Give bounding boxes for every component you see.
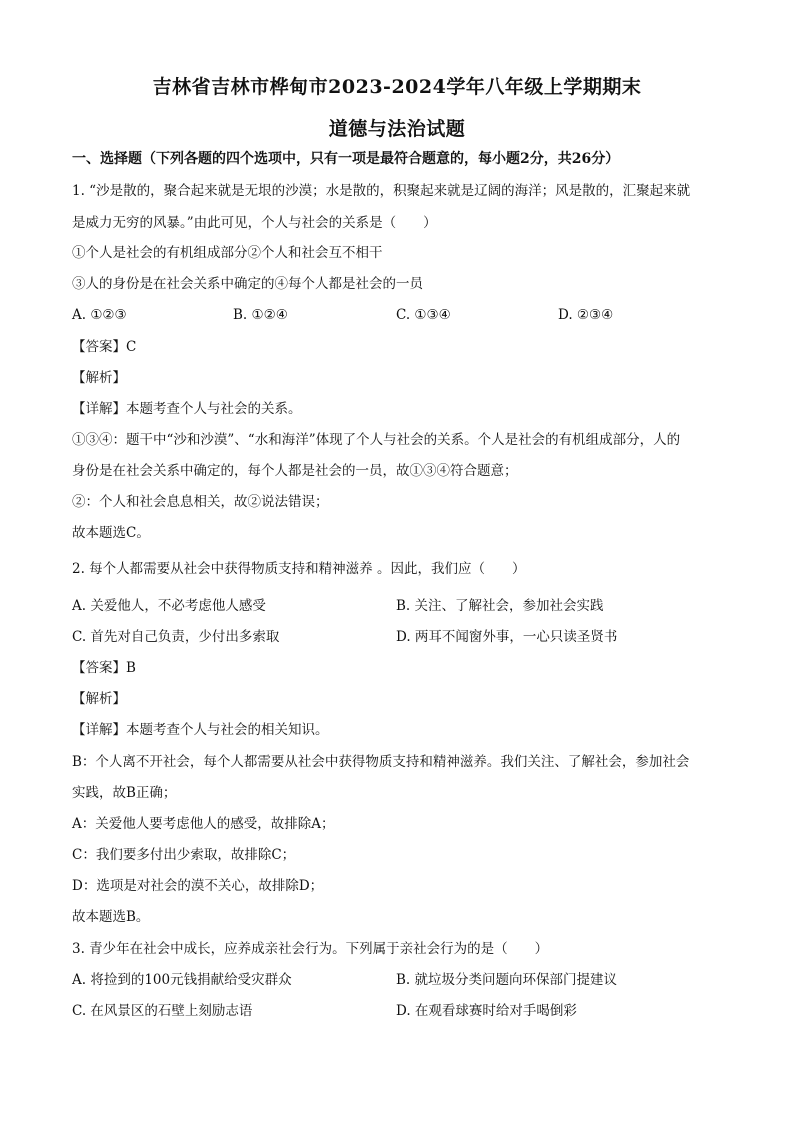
q2-option-c: C. 首先对自己负责，少付出多索取 (72, 629, 280, 645)
q1-option-d: D. ②③④ (558, 307, 614, 323)
q2-conclusion: 故本题选B。 (72, 909, 150, 925)
q2-stem: 2. 每个人都需要从社会中获得物质支持和精神滋养 。因此，我们应（ ） (72, 561, 526, 577)
q1-answer: 【答案】C (72, 339, 137, 355)
q1-detail: 【详解】本题考查个人与社会的关系。 (72, 401, 302, 417)
q2-explanation-line4: C：我们要多付出少索取，故排除C； (72, 847, 296, 863)
q3-option-b: B. 就垃圾分类问题向环保部门提建议 (396, 972, 618, 988)
q2-option-d: D. 两耳不闻窗外事，一心只读圣贤书 (396, 629, 618, 645)
q1-statement-2: ③人的身份是在社会关系中确定的④每个人都是社会的一员 (72, 276, 423, 292)
q1-analysis-label: 【解析】 (72, 370, 126, 386)
q2-detail: 【详解】本题考查个人与社会的相关知识。 (72, 722, 329, 738)
q2-explanation-line3: A：关爱他人要考虑他人的感受，故排除A； (72, 816, 335, 832)
q2-option-b: B. 关注、了解社会，参加社会实践 (396, 598, 604, 614)
q3-option-a: A. 将捡到的100元钱捐献给受灾群众 (72, 972, 292, 988)
q2-option-a: A. 关爱他人，不必考虑他人感受 (72, 598, 266, 614)
q2-explanation-line5: D：选项是对社会的漠不关心，故排除D； (72, 878, 324, 894)
q2-answer: 【答案】B (72, 660, 136, 676)
page-subtitle: 道德与法治试题 (328, 118, 466, 140)
q1-explanation-line1: ①③④：题干中“沙和沙漠”、“水和海洋”体现了个人与社会的关系。个人是社会的有机组成部分，人的 (72, 432, 681, 448)
q1-conclusion: 故本题选C。 (72, 525, 150, 541)
section-heading: 一、选择题（下列各题的四个选项中，只有一项是最符合题意的，每小题2分，共26分） (72, 151, 620, 167)
q1-explanation-line2: 身份是在社会关系中确定的，每个人都是社会的一员，故①③④符合题意； (72, 463, 518, 479)
q3-option-c: C. 在风景区的石壁上刻励志语 (72, 1003, 253, 1019)
q2-analysis-label: 【解析】 (72, 691, 126, 707)
q1-explanation-line3: ②：个人和社会息息相关，故②说法错误； (72, 494, 329, 510)
q1-statement-1: ①个人是社会的有机组成部分②个人和社会互不相干 (72, 245, 383, 261)
q1-stem-line1: 1. “沙是散的，聚合起来就是无垠的沙漠；水是散的，积聚起来就是辽阔的海洋；风是散的，汇聚起来就 (72, 183, 691, 199)
q1-option-b: B. ①②④ (233, 307, 288, 323)
page-title: 吉林省吉林市桦甸市2023-2024学年八年级上学期期末 (152, 76, 642, 98)
q1-stem-line2: 是威力无穷的风暴。”由此可见，个人与社会的关系是（ ） (72, 215, 437, 231)
q1-option-a: A. ①②③ (72, 307, 127, 323)
q1-option-c: C. ①③④ (396, 307, 451, 323)
q2-explanation-line2: 实践，故B正确； (72, 785, 177, 801)
q2-explanation-line1: B：个人离不开社会，每个人都需要从社会中获得物质支持和精神滋养。我们关注、了解社会，参加社会 (72, 754, 690, 770)
q3-option-d: D. 在观看球赛时给对手喝倒彩 (396, 1003, 577, 1019)
q3-stem: 3. 青少年在社会中成长，应养成亲社会行为。下列属于亲社会行为的是（ ） (72, 941, 549, 957)
